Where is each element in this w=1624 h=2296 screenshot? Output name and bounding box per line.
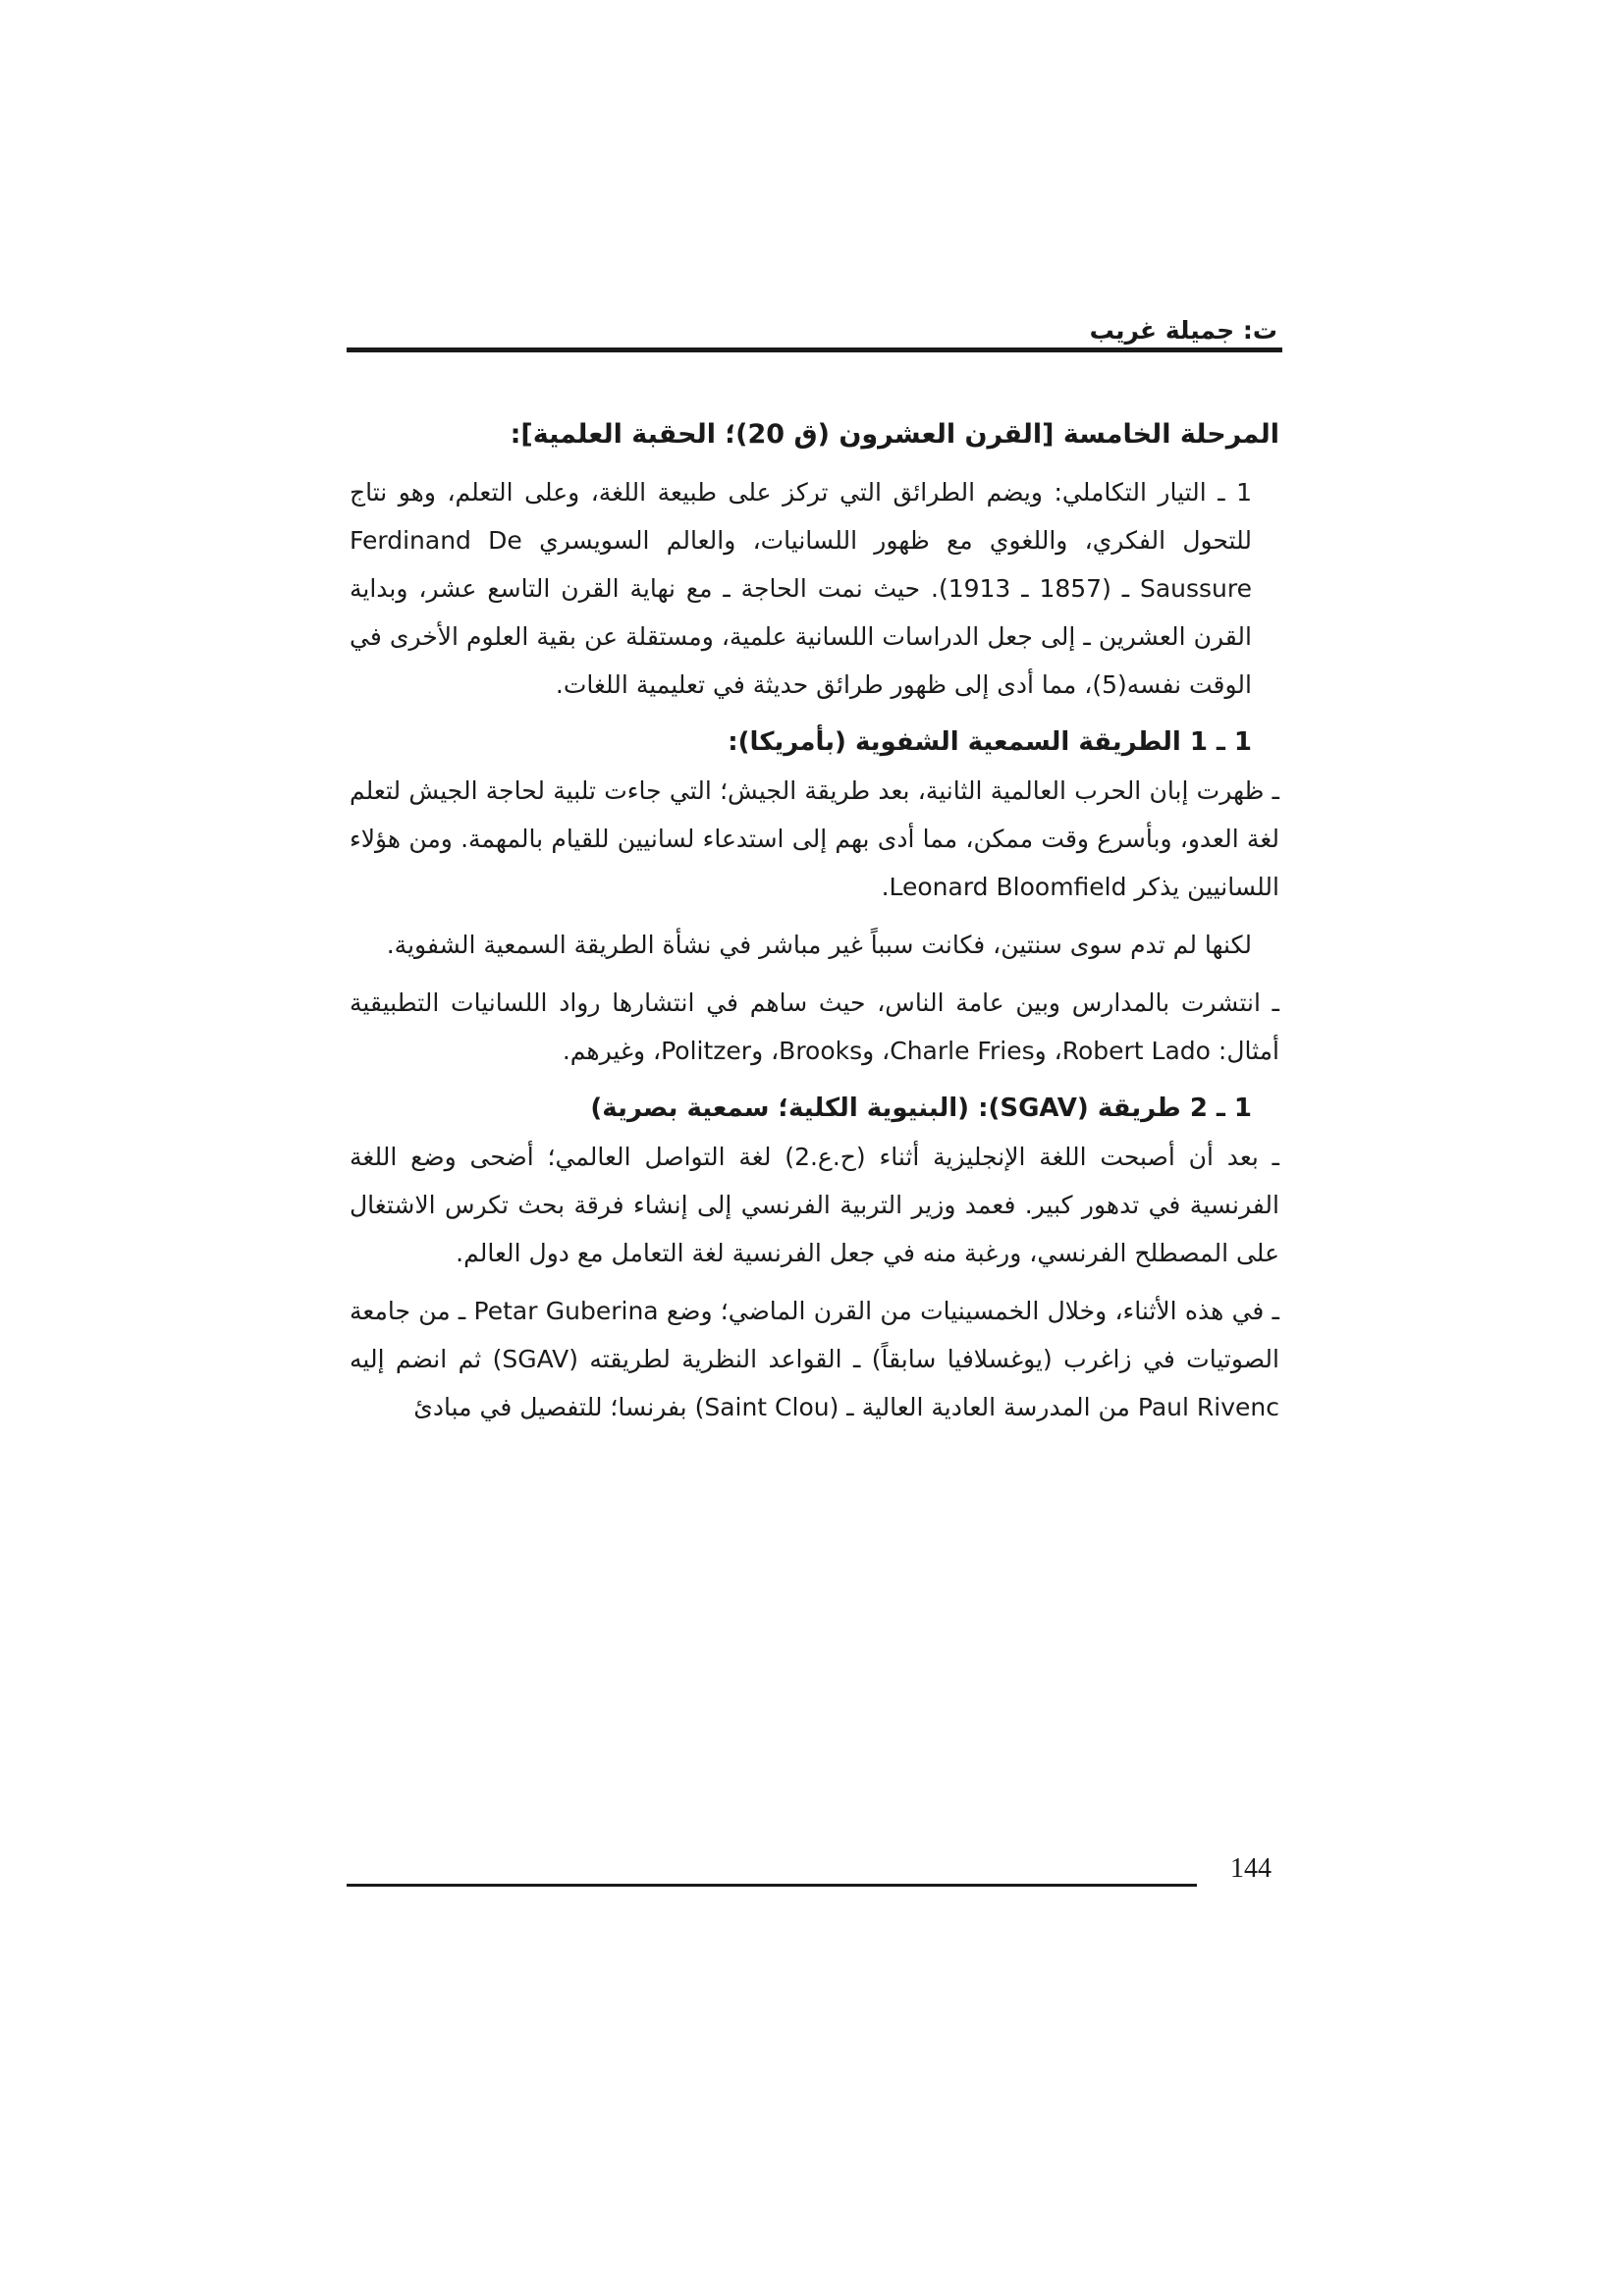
paragraph: 1 ـ التيار التكاملي: ويضم الطرائق التي تركز على طبيعة اللغة، وعلى التعلم، وهو نتاج للتحول الفكري، واللغوي مع ظهور اللسانيات، والعالم السويسري Ferdinand De Saussure ـ (1857 ـ 1913). حيث نمت الحاجة ـ مع نهاية القرن التاسع عشر، وبداية القرن العشرين ـ إلى جعل الدراسات اللسانية علمية، ومستقلة عن بقية العلوم الأخرى في الوقت نفسه(5)، مما أدى إلى ظهور طرائق حديثة في تعليمية اللغات. bbox=[350, 478, 1252, 699]
running-header-author: ت: جميلة غريب bbox=[1089, 316, 1277, 345]
body-text bbox=[350, 410, 1279, 1441]
subsection-heading: 1 ـ 1 الطريقة السمعية الشفوية (بأمريكا): bbox=[728, 727, 1252, 757]
footer-rule bbox=[347, 1884, 1197, 1887]
section-heading: المرحلة الخامسة [القرن العشرون (ق 20)؛ الحقبة العلمية]: bbox=[510, 419, 1279, 450]
paragraph: ـ بعد أن أصبحت اللغة الإنجليزية أثناء (ح.ع.2) لغة التواصل العالمي؛ أضحى وضع اللغة الفرنسية في تدهور كبير. فعمد وزير التربية الفرنسي إلى إنشاء فرقة بحث تكرس الاشتغال على المصطلح الفرنسي، ورغبة منه في جعل الفرنسية لغة التعامل مع دول العالم. bbox=[350, 1143, 1279, 1267]
paragraph: ـ انتشرت بالمدارس وبين عامة الناس، حيث ساهم في انتشارها رواد اللسانيات التطبيقية أمثال: Robert Lado، وCharle Fries، وBrooks، وPolitzer، وغيرهم. bbox=[350, 988, 1279, 1065]
paragraph: ـ ظهرت إبان الحرب العالمية الثانية، بعد طريقة الجيش؛ التي جاءت تلبية لحاجة الجيش لتعلم لغة العدو، وبأسرع وقت ممكن، مما أدى بهم إلى استدعاء لسانيين للقيام بالمهمة. ومن هؤلاء اللسانيين يذكر Leonard Bloomfield. bbox=[350, 776, 1279, 901]
page-number: 144 bbox=[1230, 1853, 1272, 1884]
subsection-heading: 1 ـ 2 طريقة (SGAV): (البنيوية الكلية؛ سمعية بصرية) bbox=[590, 1094, 1252, 1123]
paragraph: ـ في هذه الأثناء، وخلال الخمسينيات من القرن الماضي؛ وضع Petar Guberina ـ من جامعة الصوتيات في زاغرب (يوغسلافيا سابقاً) ـ القواعد النظرية لطريقته (SGAV) ثم انضم إليه Paul Rivenc من المدرسة العادية العالية ـ (Saint Clou) بفرنسا؛ للتفصيل في مبادئ bbox=[350, 1297, 1279, 1421]
paragraph: لكنها لم تدم سوى سنتين، فكانت سبباً غير مباشر في نشأة الطريقة السمعية الشفوية. bbox=[386, 931, 1252, 959]
header-rule bbox=[347, 347, 1282, 352]
